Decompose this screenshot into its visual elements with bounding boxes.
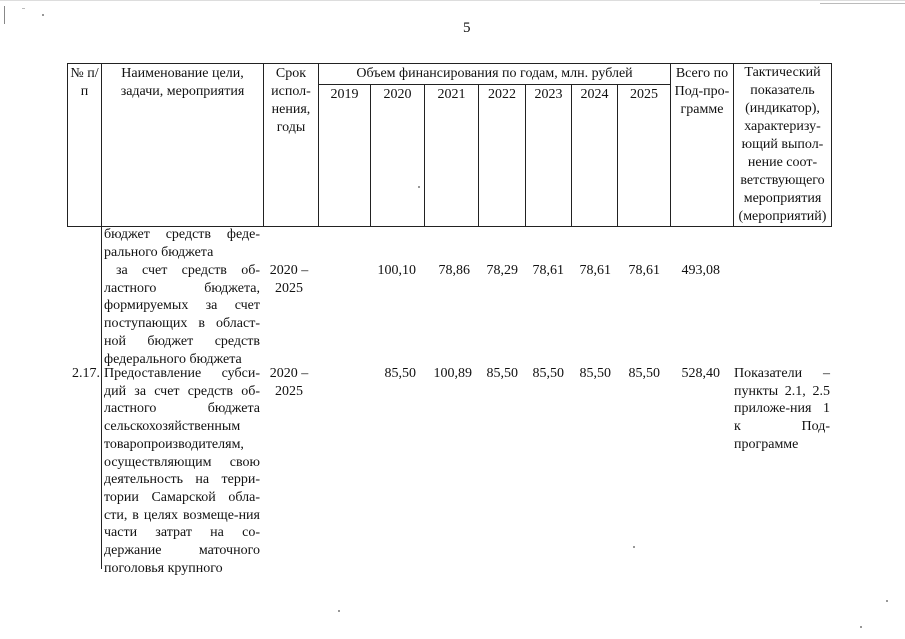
header-year: 2020 <box>371 85 425 227</box>
column-divider <box>101 224 102 569</box>
row-value-2021: 78,86 <box>438 263 470 278</box>
row-total: 528,40 <box>681 366 720 381</box>
header-col-name: Наименование цели, задачи, мероприятия <box>102 64 264 227</box>
row-value-2025: 85,50 <box>628 366 660 381</box>
row-value-2021: 100,89 <box>433 366 472 381</box>
scan-speck <box>886 600 888 602</box>
row-term: 2020 – 2025 <box>269 366 309 399</box>
row-total: 493,08 <box>681 263 720 278</box>
scan-speck <box>418 186 420 188</box>
scan-edge-line <box>0 0 905 1</box>
header-year: 2024 <box>572 85 618 227</box>
scan-mark <box>22 8 25 9</box>
header-col-number: № п/п <box>68 64 102 227</box>
row-value-2025: 78,61 <box>628 263 660 278</box>
row-term: 2020 – 2025 <box>269 263 309 296</box>
row-value-2024: 85,50 <box>579 366 611 381</box>
scan-mark <box>4 6 5 24</box>
scan-speck <box>860 626 862 628</box>
header-year: 2022 <box>479 85 526 227</box>
header-year: 2025 <box>618 85 671 227</box>
row-value-2022: 78,29 <box>486 263 518 278</box>
header-col-total: Всего по Под-про-грамме <box>671 64 734 227</box>
scan-speck <box>633 546 635 548</box>
row-name: бюджет средств феде-рального бюджета <box>104 227 260 260</box>
header-col-funding: Объем финансирования по годам, млн. рублей <box>319 64 671 85</box>
row-value-2023: 85,50 <box>532 366 564 381</box>
header-col-term: Срок испол-нения, годы <box>264 64 319 227</box>
scan-speck <box>338 610 340 612</box>
header-year: 2019 <box>319 85 371 227</box>
row-value-2024: 78,61 <box>579 263 611 278</box>
row-indicator: Показатели – пункты 2.1, 2.5 приложе-ния 1 к Под-программе <box>734 366 830 452</box>
scan-speck <box>42 14 44 16</box>
row-name: Предоставление субси-дий за счет средств об-ластного бюджета сельскохозяйственным товаропроизводителям, осуществляющим свою деятельность на терри-тории Самарской обла-сти, в целях возмеще-ния части затрат на со-держание маточного поголовья крупного <box>104 366 260 576</box>
row-name: за счет средств об-ластного бюджета, формируемых за счет поступающих в област-ной бюджет средств федерального бюджета <box>104 263 260 367</box>
page-number: 5 <box>463 20 471 36</box>
row-value-2020: 100,10 <box>377 263 416 278</box>
header-year: 2023 <box>526 85 572 227</box>
header-col-indicator: Тактический показатель (индикатор), характеризу-ющий выпол-нение соот-ветствующего мероприятия (мероприятий) <box>734 64 832 227</box>
scan-edge-line <box>820 3 905 4</box>
header-year: 2021 <box>425 85 479 227</box>
row-value-2023: 78,61 <box>532 263 564 278</box>
row-number: 2.17. <box>72 366 100 381</box>
row-value-2020: 85,50 <box>384 366 416 381</box>
table-header <box>67 63 832 227</box>
row-value-2022: 85,50 <box>486 366 518 381</box>
